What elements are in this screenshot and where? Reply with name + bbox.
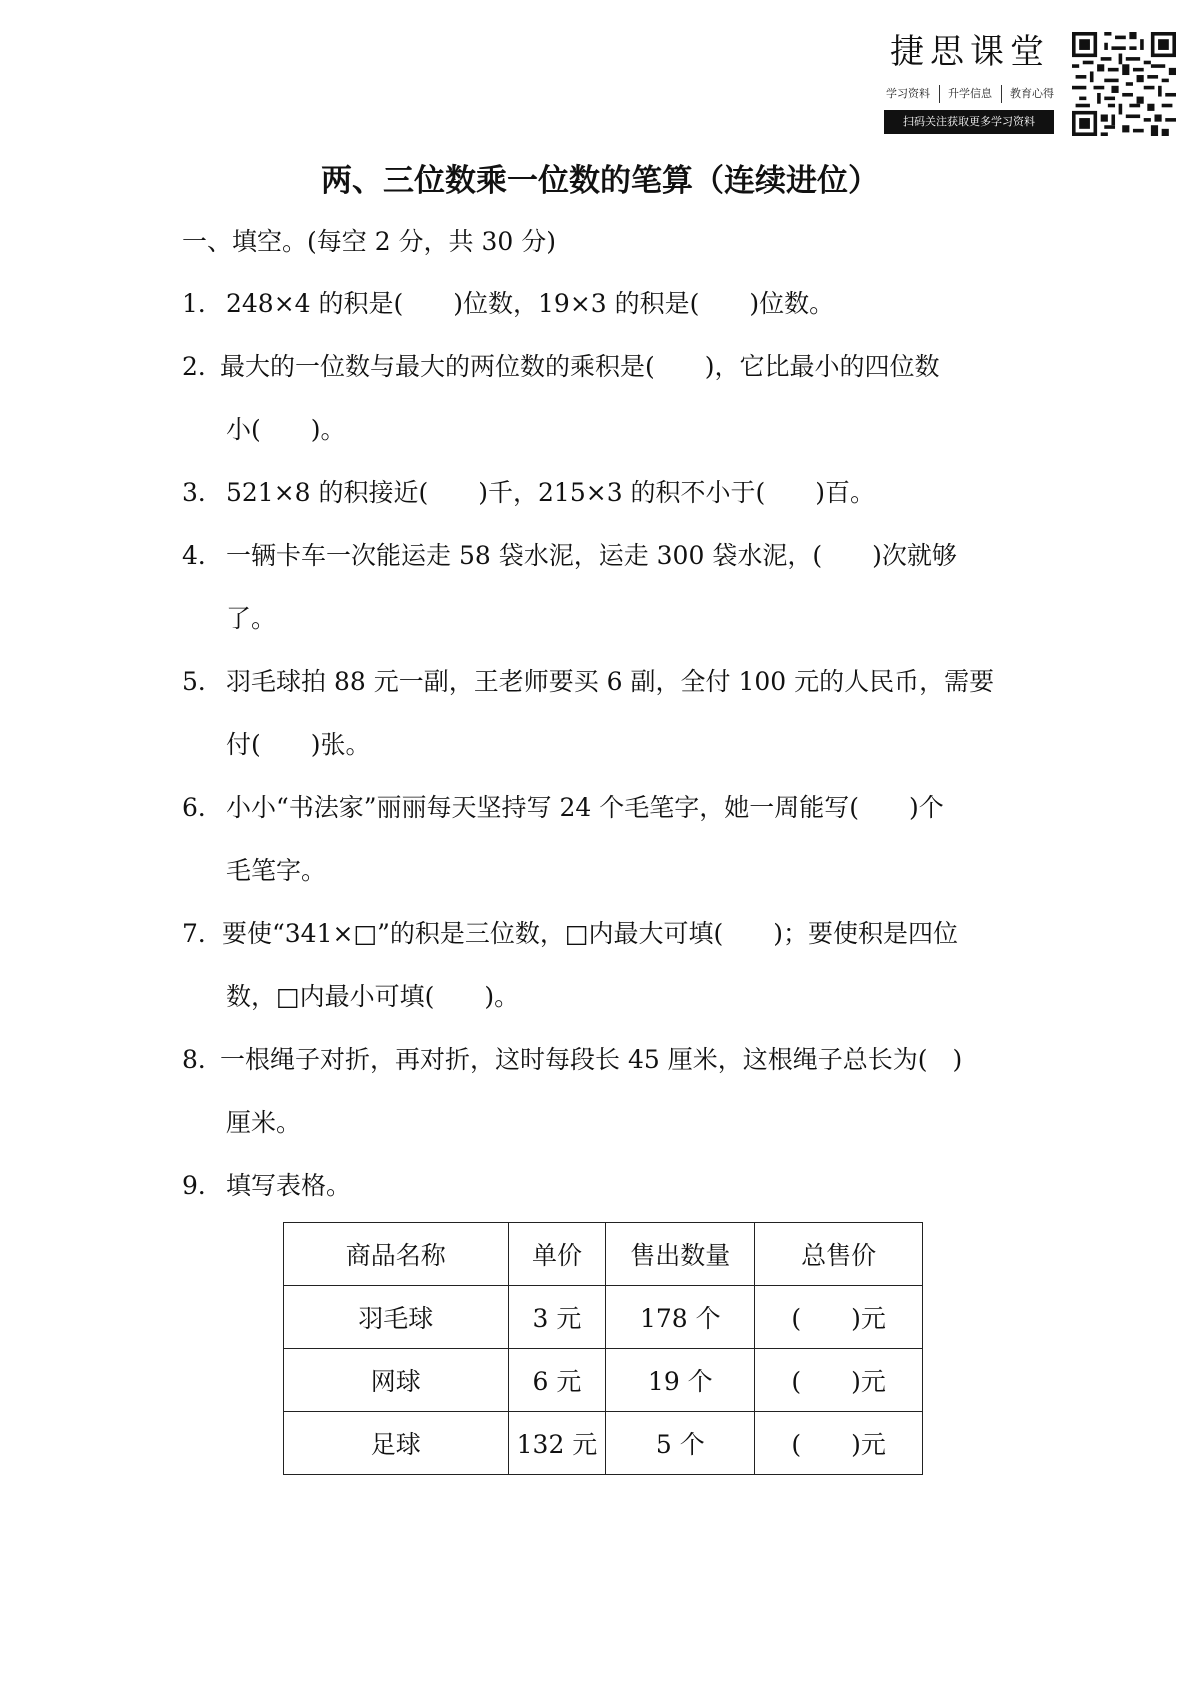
table-header: 总售价 [755,1223,923,1286]
question-number: 5． [182,667,223,696]
table-cell: 网球 [284,1349,509,1412]
table-row [284,1412,923,1475]
brand-name: 捷思课堂 [890,32,1050,72]
question-number: 9． [182,1171,223,1200]
question-text: 要使“341×□”的积是三位数，□内最大可填( )；要使积是四位 [222,919,958,948]
question-text-continued: 了。 [226,604,277,633]
table-cell: 178 个 [606,1286,755,1349]
table-header-row [284,1223,923,1286]
table-header: 单价 [508,1223,606,1286]
page-title: 两、三位数乘一位数的笔算（连续进位） [321,163,879,199]
question-number: 2． [182,352,223,381]
table-cell: 羽毛球 [284,1286,509,1349]
table-header: 商品名称 [284,1223,509,1286]
question-number: 8． [182,1045,223,1074]
question-number: 4． [182,541,223,570]
question-text: 小小“书法家”丽丽每天坚持写 24 个毛笔字，她一周能写( )个 [226,793,944,822]
section-heading: 一、填空。(每空 2 分，共 30 分) [182,227,557,256]
table-header: 售出数量 [606,1223,755,1286]
question-text-continued: 数，□内最小可填( )。 [226,982,520,1011]
question-text: 最大的一位数与最大的两位数的乘积是( )，它比最小的四位数 [220,352,940,381]
table-row [284,1349,923,1412]
brand-tag: 教育心得 [1010,87,1054,100]
question-text: 填写表格。 [226,1171,352,1200]
table-row [284,1286,923,1349]
brand-tag: 学习资料 [886,87,930,100]
brand-tag: 升学信息 [948,87,992,100]
question-text-continued: 小( )。 [226,415,346,444]
question-text-continued: 厘米。 [226,1108,302,1137]
question-text: 248×4 的积是( )位数，19×3 的积是( )位数。 [226,289,835,318]
tag-divider [939,85,940,103]
brand-block [884,30,1054,134]
table-cell: 3 元 [508,1286,606,1349]
sales-table [283,1222,923,1475]
table-cell: 19 个 [606,1349,755,1412]
question-text: 一辆卡车一次能运走 58 袋水泥，运走 300 袋水泥，( )次就够 [226,541,957,570]
qr-code-icon[interactable] [1072,32,1176,136]
question-number: 1． [182,289,223,318]
question-number: 3． [182,478,223,507]
table-answer-cell[interactable]: ( )元 [755,1412,923,1475]
question-text-continued: 毛笔字。 [226,856,327,885]
question-text: 521×8 的积接近( )千，215×3 的积不小于( )百。 [226,478,876,507]
table-cell: 6 元 [508,1349,606,1412]
question-number: 6． [182,793,223,822]
brand-tags [886,82,1054,106]
table-cell: 5 个 [606,1412,755,1475]
question-number: 7． [182,919,223,948]
question-text: 羽毛球拍 88 元一副，王老师要买 6 副，全付 100 元的人民币，需要 [226,667,995,696]
table-answer-cell[interactable]: ( )元 [755,1286,923,1349]
table-cell: 足球 [284,1412,509,1475]
tag-divider [1001,85,1002,103]
table-cell: 132 元 [508,1412,606,1475]
question-text-continued: 付( )张。 [226,730,371,759]
question-text: 一根绳子对折，再对折，这时每段长 45 厘米，这根绳子总长为( ) [220,1045,963,1074]
scan-banner: 扫码关注获取更多学习资料 [884,110,1054,134]
table-answer-cell[interactable]: ( )元 [755,1349,923,1412]
